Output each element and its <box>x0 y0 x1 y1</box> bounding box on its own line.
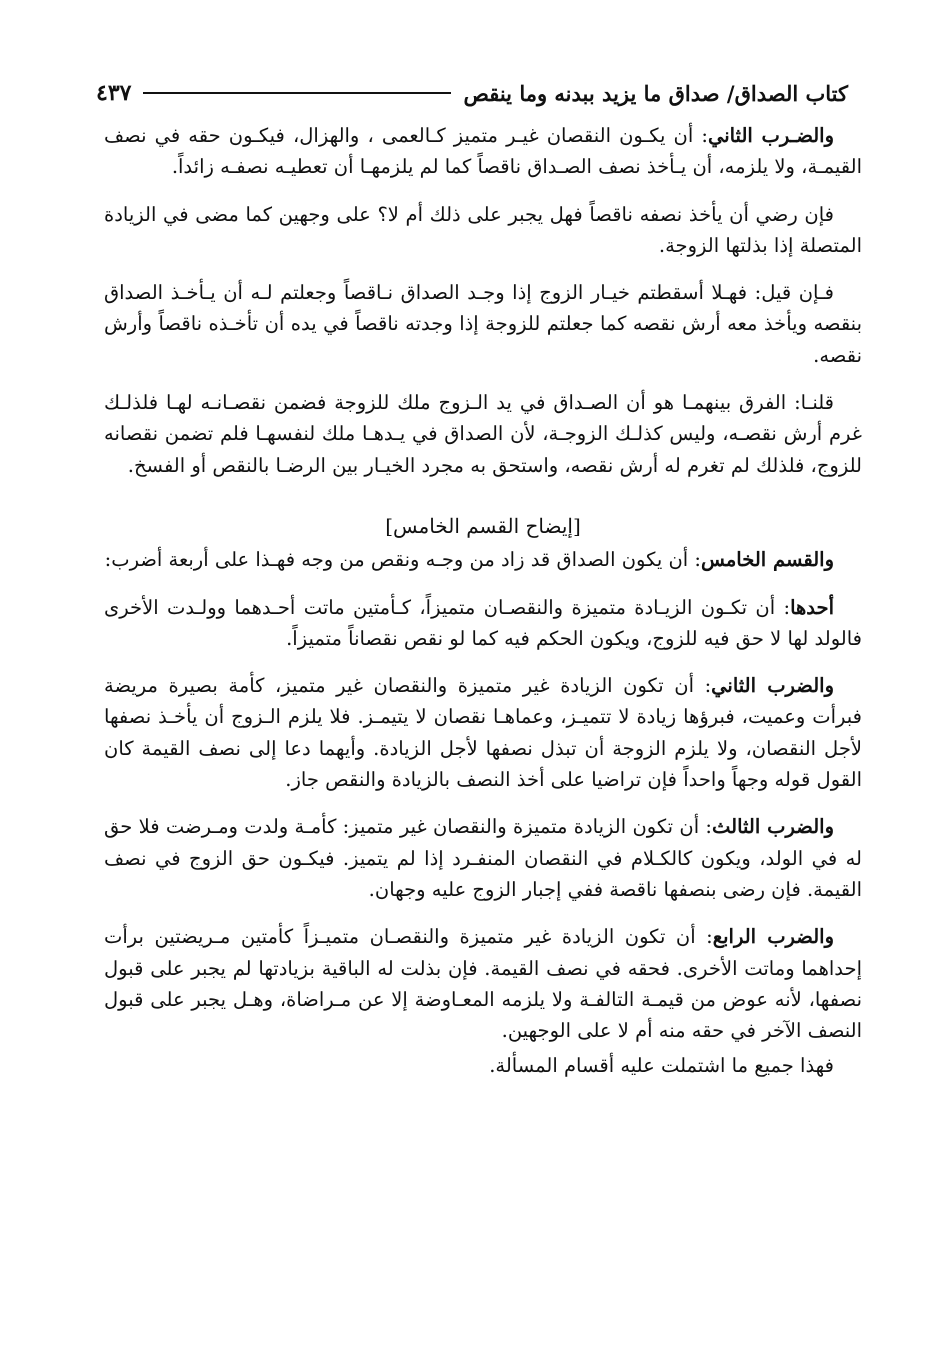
page-body <box>104 120 862 1098</box>
running-header <box>96 76 848 110</box>
header-title: كتاب الصداق/ صداق ما يزيد ببدنه وما ينقص <box>463 80 848 106</box>
paragraph-lead: والضرب الثاني <box>711 674 834 698</box>
paragraph <box>104 592 862 655</box>
header-rule <box>143 92 451 94</box>
paragraph-text: : أن يكون الصداق قد زاد من وجـه ونقص من وجه فهـذا على أربعة أضرب: <box>104 548 701 572</box>
paragraph-lead: أحدها <box>790 595 834 619</box>
paragraph-lead: والقسم الخامس <box>701 548 834 572</box>
paragraph-text: فهذا جميع ما اشتملت عليه أقسام المسألة. <box>489 1054 834 1078</box>
paragraph <box>104 199 862 262</box>
paragraph-text: فإن رضي أن يأخذ نصفه ناقصاً فهل يجبر على ذلك أم لا؟ على وجهين كما مضى في الزيادة المتصلة إذا بذلتها الزوجة. <box>104 202 862 257</box>
paragraph <box>104 811 862 905</box>
paragraph-text: قلنـا: الفرق بينهمـا هو أن الصـداق في يد الـزوج ملك للزوجة فضمن نقصـانـه لهـا فلذلـك غرم أرش نقصـه، وليس كذلـك الزوجـة، لأن الصداق في يـدهـا ملك لنفسهـا فلم تضمن نقصانه للزوج، فلذلك لم تغرم له أرش نقصه، واستحق به مجرد الخيـار بين الرضـا بالنقص أو الفسخ. <box>104 391 862 477</box>
paragraph-text: : أن تكون الزيادة متميزة والنقصان غير متميز: كأمـة ولدت ومـرضت فلا حق له في الولد، ويكون كالكـلام في النقصان المنفـرد إذا لم يتميز. فيكـون حق الزوج في نصف القيمة. فإن رضى بنصفها ناقصة ففي إجبار الزوج عليه وجهان. <box>104 815 862 901</box>
paragraph-text: : أن يكـون النقصان غيـر متميز كـالعمى ، والهزال، فيكـون حقه في نصف القيمـة، ولا يلزمه، أن يـأخذ نصف الصـداق ناقصاً كما لم يلزمهـا أن تعطيـه نصفـه زائداً. <box>104 124 862 179</box>
paragraph-text: : أن تكون الزيادة غير متميزة والنقصـان متميـزاً كأمتين مـريضتين برأت إحداهما وماتت الأخرى. فحقه في نصف القيمة. فإن بذلت له الباقية بزيادتها لم يجبر على قبول نصفها، لأنه عوض من قيمـة التالفـة ولا يلزمه المعـاوضة إلا عن مـراضاة، وهـل يجبر على قبول النصف الآخر في حقه منه أم لا على الوجهين. <box>104 925 862 1043</box>
page-number: ٤٣٧ <box>96 80 132 106</box>
section-title: [إيضاح القسم الخامس] <box>385 513 581 538</box>
paragraph-lead: والضرب الرابع <box>712 925 834 949</box>
paragraph <box>104 387 862 481</box>
paragraph <box>104 921 862 1046</box>
paragraph <box>104 277 862 371</box>
paragraph <box>104 544 862 575</box>
paragraph-lead: والضرب الثالث <box>712 815 834 839</box>
paragraph-text: : أن تكـون الزيـادة متميزة والنقصـان متميزاً، كـأمتين ماتت أحـدهما وولـدت الأخرى فالولد لها لا حق فيه للزوج، ويكون الحكم فيه كما لو نقص نقصاناً متميزاً. <box>104 595 862 650</box>
paragraph <box>104 670 862 795</box>
paragraph-text: فـإن قيل: فهـلا أسقطتم خيـار الزوج إذا وجـد الصداق نـاقصاً وجعلتم لـه أن يـأخـذ الصداق بنقصه ويأخذ معه أرش نقصه كما جعلتم للزوجة إذا وجدته ناقصاً في يده أن تأخـذه ناقصاً وأرش نقصه. <box>104 281 862 367</box>
paragraph-text: : أن تكون الزيادة غير متميزة والنقصان غير متميز، كأمة بصيرة مريضة فبرأت وعميت، فبرؤها زيادة لا تتميـز، وعماهـا نقصان لا يتيمـز. فلا يلزم الـزوج أن يأخـذ نصفها لأجل النقصان، ولا يلزم الزوجة أن تبذل نصفها لأجل الزيادة. وأيهما دعا إلى نصف القيمة كان القول قوله وجهاً واحداً فإن تراضيا على أخذ النصف بالزيادة والنقص جاز. <box>104 674 862 792</box>
paragraph <box>104 1050 862 1081</box>
paragraph <box>104 120 862 183</box>
paragraph-lead: والضـرب الثاني <box>707 124 835 147</box>
